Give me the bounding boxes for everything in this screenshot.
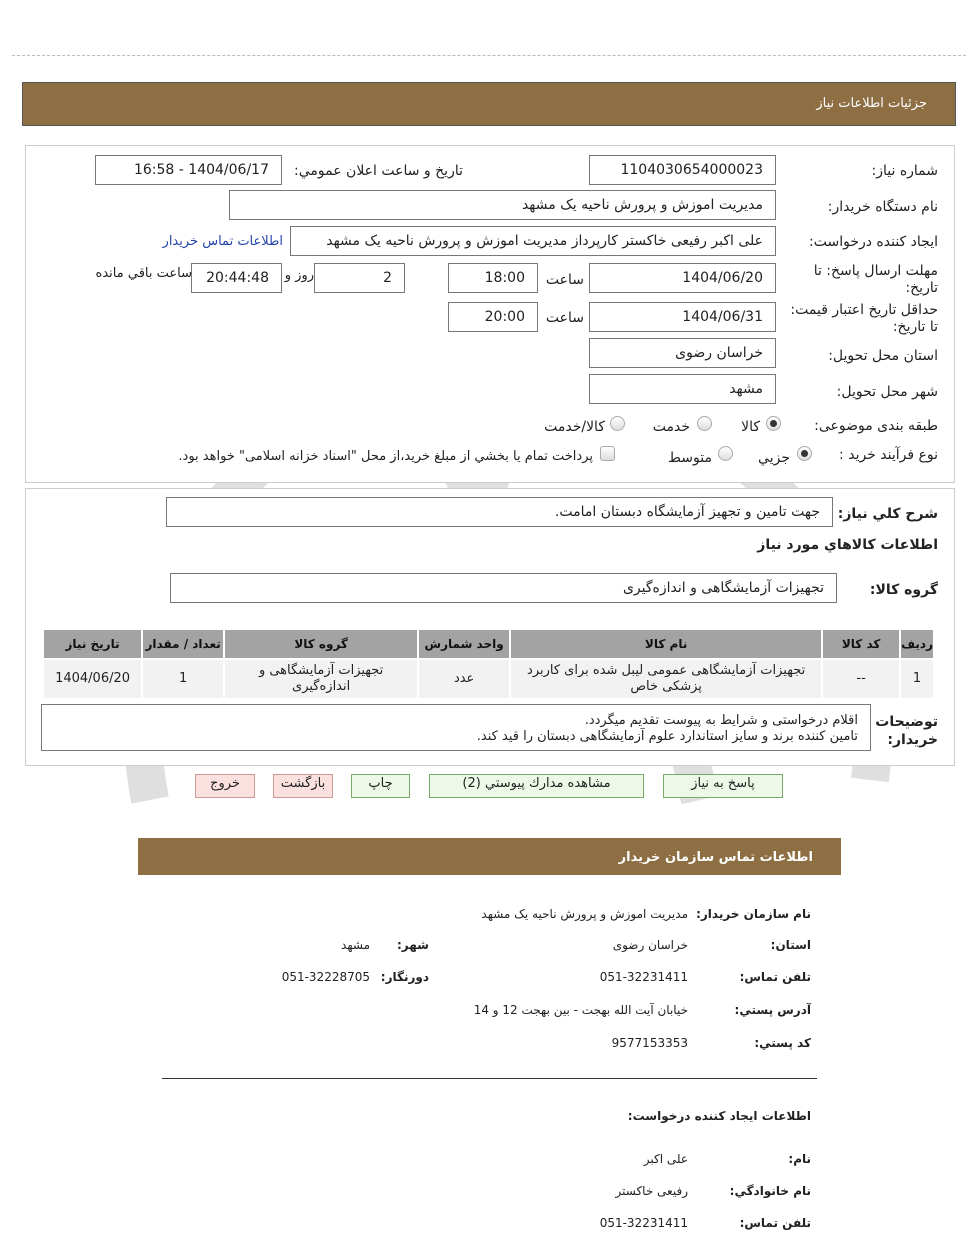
announce-date-field: 1404/06/17 - 16:58 bbox=[95, 155, 282, 185]
creator-phone-value: 051-32231411 bbox=[599, 1216, 688, 1230]
need-number-field: 1104030654000023 bbox=[589, 155, 776, 185]
buyer-notes-label bbox=[875, 713, 938, 749]
col-row-header: رديف bbox=[900, 629, 934, 659]
process-type-label: نوع فرآيند خريد : bbox=[839, 447, 938, 463]
creator-label: ايجاد کننده درخواست: bbox=[809, 234, 938, 250]
days-label: روز و bbox=[284, 268, 314, 283]
deadline-label-line-1: مهلت ارسال پاسخ: تا bbox=[813, 263, 938, 279]
contact-phone-label: تلفن تماس: bbox=[739, 970, 811, 984]
creator-name-label: نام: bbox=[788, 1152, 811, 1166]
validity-time-label: ساعت bbox=[545, 310, 584, 326]
col-qty-header: تعداد / مقدار bbox=[142, 629, 224, 659]
delivery-province-label: استان محل تحويل: bbox=[828, 348, 938, 364]
top-dotted-divider bbox=[12, 55, 966, 56]
deadline-label bbox=[814, 263, 938, 297]
delivery-city-label: شهر محل تحويل: bbox=[836, 384, 938, 400]
reply-button[interactable]: پاسخ به نياز bbox=[663, 774, 783, 798]
process-partial-radio[interactable] bbox=[797, 446, 812, 461]
creator-family-label: نام خانوادگي: bbox=[729, 1184, 811, 1198]
goods-table-header bbox=[43, 629, 934, 659]
col-unit-header: واحد شمارش bbox=[418, 629, 510, 659]
creator-field: علی اکبر رفیعی خاکستر کارپرداز مديريت اموزش و پرورش ناحيه يک مشهد bbox=[290, 226, 776, 256]
col-group-header: گروه کالا bbox=[224, 629, 418, 659]
category-goods-service-label: کالا/خدمت bbox=[544, 419, 605, 435]
contact-divider bbox=[162, 1078, 817, 1079]
cell-row: 1 bbox=[900, 659, 934, 699]
days-remaining-field: 2 bbox=[314, 263, 405, 293]
org-name-value: مديريت اموزش و پرورش ناحيه يک مشهد bbox=[481, 907, 688, 921]
exit-button[interactable]: خروج bbox=[195, 774, 255, 798]
buyer-notes-label-line-1: توضيحات bbox=[875, 714, 938, 730]
treasury-payment-note: پرداخت تمام يا بخشي از مبلغ خريد،از محل "اسناد خزانه اسلامی" خواهد بود. bbox=[178, 449, 593, 464]
category-goods-service-radio[interactable] bbox=[610, 416, 625, 431]
goods-info-title: اطلاعات کالاهاي مورد نياز bbox=[757, 537, 938, 553]
general-description-label: شرح کلي نياز: bbox=[837, 506, 938, 522]
col-date-header: تاريخ نياز bbox=[43, 629, 142, 659]
cell-date: 1404/06/20 bbox=[43, 659, 142, 699]
buyer-contact-title: اطلاعات تماس سازمان خريدار bbox=[618, 850, 813, 865]
deadline-date-field: 1404/06/20 bbox=[589, 263, 776, 293]
treasury-payment-checkbox[interactable] bbox=[600, 446, 615, 461]
view-attachments-button[interactable]: مشاهده مدارك پيوستي (2) bbox=[429, 774, 644, 798]
time-remaining-label: ساعت باقي مانده bbox=[95, 266, 192, 281]
process-medium-radio[interactable] bbox=[718, 446, 733, 461]
deadline-time-field: 18:00 bbox=[448, 263, 538, 293]
process-medium-label: متوسط bbox=[668, 450, 712, 466]
page-title: جزئیات اطلاعات نیاز bbox=[816, 96, 927, 111]
validity-label-line-1: حداقل تاريخ اعتبار قيمت: bbox=[790, 302, 938, 318]
buyer-name-field: مديريت اموزش و پرورش ناحيه يک مشهد bbox=[229, 190, 776, 220]
buyer-notes-line-1: اقلام درخواستی و شرایط به پیوست تقدیم میگردد. bbox=[584, 713, 858, 728]
category-label: طبقه بندی موضوعی: bbox=[814, 418, 938, 434]
buyer-notes-field bbox=[41, 704, 871, 751]
contact-city-label: شهر: bbox=[397, 938, 429, 952]
goods-group-field: تجهیزات آزمایشگاهی و اندازه‌گیری bbox=[170, 573, 837, 603]
buyer-contact-header bbox=[138, 838, 841, 875]
contact-fax-label: دورنگار: bbox=[380, 970, 429, 984]
buyer-notes-line-2: تامین کننده برند و سایز استاندارد علوم آزمایشگاهی دبستان را قید کند. bbox=[476, 729, 858, 744]
postal-address-label: آدرس پستي: bbox=[734, 1003, 811, 1017]
contact-fax-value: 051-32228705 bbox=[281, 970, 370, 984]
goods-table bbox=[42, 628, 935, 700]
col-name-header: نام کالا bbox=[510, 629, 822, 659]
general-description-field: جهت تامین و تجهیز آزمایشگاه دبستان امامت. bbox=[166, 497, 833, 527]
goods-group-label: گروه کالا: bbox=[869, 582, 938, 598]
contact-city-value: مشهد bbox=[341, 938, 370, 952]
col-code-header: کد کالا bbox=[822, 629, 900, 659]
announce-date-label: تاريخ و ساعت اعلان عمومي: bbox=[294, 163, 463, 179]
contact-province-value: خراسان رضوی bbox=[612, 938, 688, 952]
buyer-name-label: نام دستگاه خريدار: bbox=[827, 199, 938, 215]
table-row bbox=[43, 659, 934, 699]
back-button[interactable]: بازگشت bbox=[273, 774, 333, 798]
print-button[interactable]: چاپ bbox=[351, 774, 410, 798]
process-partial-label: جزيي bbox=[758, 450, 790, 466]
contact-province-label: استان: bbox=[770, 938, 811, 952]
postal-address-value: خیابان آیت الله بهجت - بین بهجت 12 و 14 bbox=[473, 1003, 688, 1017]
org-name-label: نام سازمان خريدار: bbox=[696, 907, 811, 921]
category-service-radio[interactable] bbox=[697, 416, 712, 431]
cell-name: تجهیزات آزمایشگاهی عمومی لیبل شده برای کاربرد پزشکی خاص bbox=[510, 659, 822, 699]
postal-code-value: 9577153353 bbox=[611, 1036, 688, 1050]
page-header bbox=[22, 82, 956, 126]
cell-code: -- bbox=[822, 659, 900, 699]
delivery-province-field: خراسان رضوی bbox=[589, 338, 776, 368]
deadline-label-line-2: تاريخ: bbox=[905, 280, 938, 296]
need-number-label: شماره نیاز: bbox=[871, 163, 938, 179]
cell-qty: 1 bbox=[142, 659, 224, 699]
validity-time-field: 20:00 bbox=[448, 302, 538, 332]
category-service-label: خدمت bbox=[652, 419, 690, 435]
buyer-notes-label-line-2: خريدار: bbox=[887, 732, 938, 748]
cell-unit: عدد bbox=[418, 659, 510, 699]
creator-info-title: اطلاعات ايجاد کننده درخواست: bbox=[627, 1109, 811, 1123]
validity-label bbox=[790, 302, 938, 336]
validity-label-line-2: تا تاريخ: bbox=[892, 319, 938, 335]
contact-phone-value: 051-32231411 bbox=[599, 970, 688, 984]
creator-name-value: علی اکبر bbox=[643, 1152, 688, 1166]
buyer-contact-link[interactable]: اطلاعات تماس خريدار bbox=[162, 234, 283, 249]
category-goods-label: کالا bbox=[741, 419, 760, 435]
time-remaining-field: 20:44:48 bbox=[191, 263, 282, 293]
category-goods-radio[interactable] bbox=[766, 416, 781, 431]
creator-family-value: رفیعی خاکستر bbox=[615, 1184, 688, 1198]
cell-group: تجهیزات آزمایشگاهی و اندازه‌گیری bbox=[224, 659, 418, 699]
delivery-city-field: مشهد bbox=[589, 374, 776, 404]
postal-code-label: کد پستي: bbox=[754, 1036, 811, 1050]
creator-phone-label: تلفن تماس: bbox=[739, 1216, 811, 1230]
validity-date-field: 1404/06/31 bbox=[589, 302, 776, 332]
deadline-time-label: ساعت bbox=[545, 272, 584, 288]
